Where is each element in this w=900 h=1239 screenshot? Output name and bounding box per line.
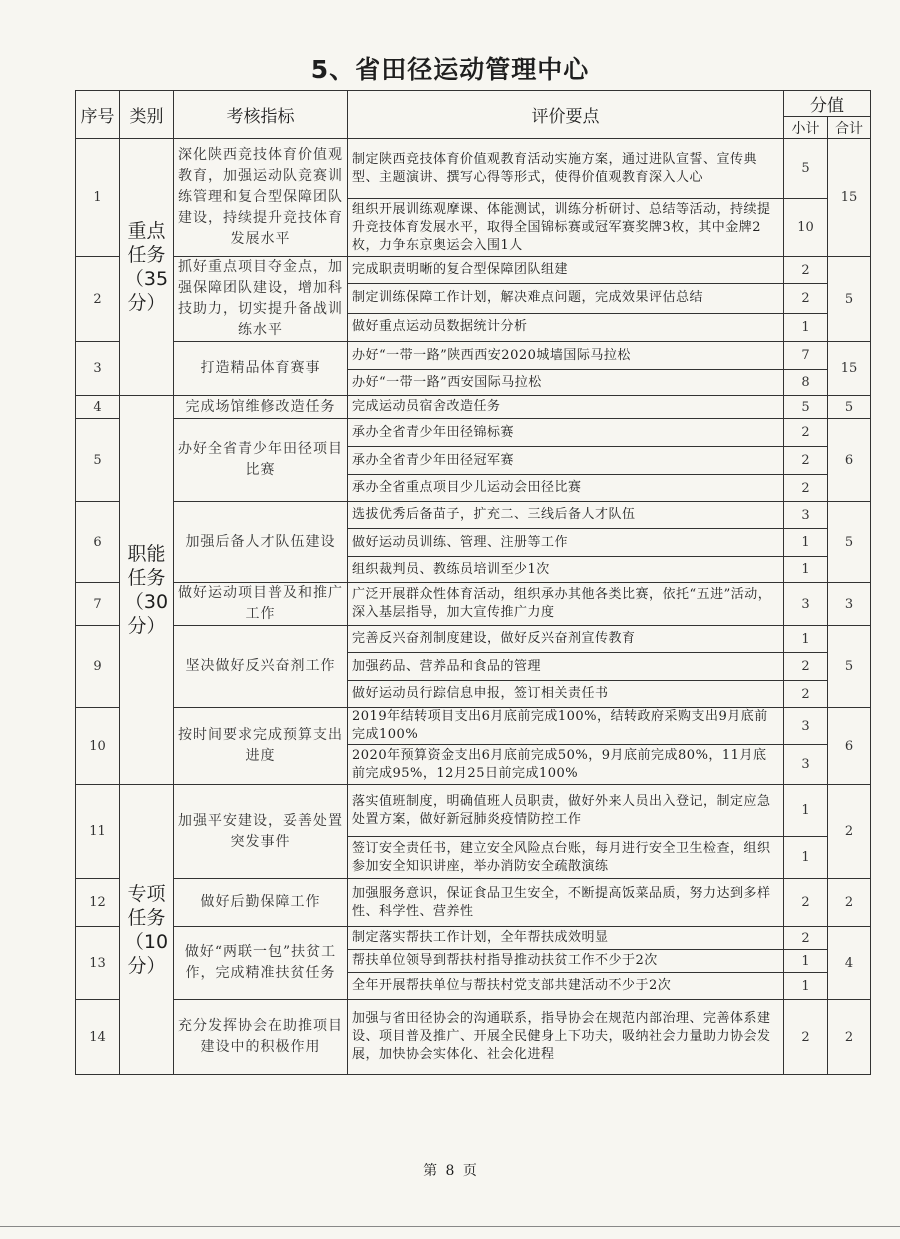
subtotal-score: 3	[784, 745, 828, 785]
subtotal-score: 2	[784, 284, 828, 313]
indicator-text: 加强平安建设，妥善处置突发事件	[174, 785, 348, 879]
item-seq: 9	[76, 626, 120, 708]
requirement-text: 承办全省重点项目少儿运动会田径比赛	[348, 475, 784, 502]
requirement-text: 选拔优秀后备苗子，扩充二、三线后备人才队伍	[348, 502, 784, 529]
item-seq: 7	[76, 583, 120, 626]
requirement-text: 做好运动员行踪信息申报，签订相关责任书	[348, 681, 784, 708]
total-score: 2	[828, 1000, 871, 1075]
table-row	[76, 139, 871, 199]
subtotal-score: 5	[784, 396, 828, 419]
requirement-text: 落实值班制度，明确值班人员职责，做好外来人员出入登记，制定应急处置方案，做好新冠肺炎疫情防控工作	[348, 785, 784, 837]
table-row	[76, 257, 871, 284]
indicator-text: 办好全省青少年田径项目比赛	[174, 419, 348, 502]
table-row	[76, 927, 871, 950]
item-seq: 5	[76, 419, 120, 502]
subtotal-score: 1	[784, 557, 828, 583]
requirement-text: 加强与省田径协会的沟通联系，指导协会在规范内部治理、完善体系建设、项目普及推广、开展全民健身上下功夫，吸纳社会力量助力协会发展，加快协会实体化、社会化进程	[348, 1000, 784, 1075]
item-seq: 4	[76, 396, 120, 419]
page-number: 8	[445, 1163, 455, 1179]
item-seq: 2	[76, 257, 120, 342]
table-row	[76, 785, 871, 837]
requirement-text: 全年开展帮扶单位与帮扶村党支部共建活动不少于2次	[348, 973, 784, 1000]
total-score: 15	[828, 342, 871, 396]
requirement-text: 承办全省青少年田径冠军赛	[348, 447, 784, 475]
header-category: 类别	[120, 91, 174, 139]
table-row	[76, 502, 871, 529]
requirement-text: 2020年预算资金支出6月底前完成50%，9月底前完成80%，11月底前完成95%，12月25日前完成100%	[348, 745, 784, 785]
subtotal-score: 1	[784, 529, 828, 557]
total-score: 2	[828, 785, 871, 879]
requirement-text: 广泛开展群众性体育活动，组织承办其他各类比赛，依托“五进”活动，深入基层指导，加大宣传推广力度	[348, 583, 784, 626]
item-seq: 13	[76, 927, 120, 1000]
header-seq: 序号	[76, 91, 120, 139]
header-requirement: 评价要点	[348, 91, 784, 139]
requirement-text: 办好“一带一路”陕西西安2020城墙国际马拉松	[348, 342, 784, 370]
subtotal-score: 7	[784, 342, 828, 370]
category-label: 专项任务（10分）	[120, 785, 174, 1075]
requirement-text: 完成职责明晰的复合型保障团队组建	[348, 257, 784, 284]
subtotal-score: 1	[784, 973, 828, 1000]
subtotal-score: 3	[784, 708, 828, 745]
header-score: 分值	[784, 91, 871, 117]
table-row	[76, 342, 871, 370]
indicator-text: 充分发挥协会在助推项目建设中的积极作用	[174, 1000, 348, 1075]
table-row	[76, 1000, 871, 1075]
subtotal-score: 2	[784, 927, 828, 950]
scan-edge-line	[0, 1226, 900, 1227]
requirement-text: 帮扶单位领导到帮扶村指导推动扶贫工作不少于2次	[348, 950, 784, 973]
category-label: 重点任务（35分）	[120, 139, 174, 396]
requirement-text: 制定落实帮扶工作计划，全年帮扶成效明显	[348, 927, 784, 950]
subtotal-score: 1	[784, 837, 828, 879]
requirement-text: 加强服务意识，保证食品卫生安全，不断提高饭菜品质，努力达到多样性、科学性、营养性	[348, 879, 784, 927]
page-footer	[0, 1160, 900, 1180]
requirement-text: 签订安全责任书，建立安全风险点台账，每月进行安全卫生检查，组织参加安全知识讲座，举办消防安全疏散演练	[348, 837, 784, 879]
subtotal-score: 1	[784, 950, 828, 973]
table-row	[76, 419, 871, 447]
header-total: 合计	[828, 117, 871, 139]
assessment-table	[75, 90, 871, 1075]
subtotal-score: 8	[784, 370, 828, 396]
total-score: 5	[828, 502, 871, 583]
item-seq: 3	[76, 342, 120, 396]
requirement-text: 组织开展训练观摩课、体能测试，训练分析研讨、总结等活动，持续提升竞技体育发展水平，取得全国锦标赛或冠军赛奖牌3枚，其中金牌2枚，力争东京奥运会入围1人	[348, 199, 784, 257]
page-suffix: 页	[462, 1163, 477, 1179]
subtotal-score: 2	[784, 447, 828, 475]
indicator-text: 打造精品体育赛事	[174, 342, 348, 396]
item-seq: 10	[76, 708, 120, 785]
indicator-text: 完成场馆维修改造任务	[174, 396, 348, 419]
total-score: 15	[828, 139, 871, 257]
indicator-text: 坚决做好反兴奋剂工作	[174, 626, 348, 708]
requirement-text: 完成运动员宿舍改造任务	[348, 396, 784, 419]
subtotal-score: 1	[784, 313, 828, 341]
subtotal-score: 2	[784, 879, 828, 927]
total-score: 4	[828, 927, 871, 1000]
total-score: 6	[828, 708, 871, 785]
total-score: 5	[828, 257, 871, 342]
total-score: 2	[828, 879, 871, 927]
subtotal-score: 2	[784, 257, 828, 284]
table-row	[76, 626, 871, 653]
subtotal-score: 3	[784, 502, 828, 529]
requirement-text: 做好运动员训练、管理、注册等工作	[348, 529, 784, 557]
total-score: 3	[828, 583, 871, 626]
indicator-text: 做好“两联一包”扶贫工作，完成精准扶贫任务	[174, 927, 348, 1000]
subtotal-score: 2	[784, 653, 828, 681]
total-score: 5	[828, 396, 871, 419]
subtotal-score: 1	[784, 626, 828, 653]
requirement-text: 2019年结转项目支出6月底前完成100%，结转政府采购支出9月底前完成100%	[348, 708, 784, 745]
requirement-text: 制定训练保障工作计划，解决难点问题，完成效果评估总结	[348, 284, 784, 313]
indicator-text: 按时间要求完成预算支出进度	[174, 708, 348, 785]
assessment-table-body	[76, 139, 871, 1075]
item-seq: 12	[76, 879, 120, 927]
requirement-text: 组织裁判员、教练员培训至少1次	[348, 557, 784, 583]
table-row	[76, 879, 871, 927]
indicator-text: 抓好重点项目夺金点，加强保障团队建设，增加科技助力，切实提升备战训练水平	[174, 257, 348, 342]
subtotal-score: 2	[784, 475, 828, 502]
table-row	[76, 708, 871, 745]
requirement-text: 制定陕西竞技体育价值观教育活动实施方案，通过进队宣誓、宣传典型、主题演讲、撰写心得等形式，使得价值观教育深入人心	[348, 139, 784, 199]
requirement-text: 加强药品、营养品和食品的管理	[348, 653, 784, 681]
indicator-text: 做好后勤保障工作	[174, 879, 348, 927]
subtotal-score: 1	[784, 785, 828, 837]
total-score: 5	[828, 626, 871, 708]
item-seq: 11	[76, 785, 120, 879]
page-title: 5、省田径运动管理中心	[310, 55, 590, 84]
requirement-text: 承办全省青少年田径锦标赛	[348, 419, 784, 447]
item-seq: 1	[76, 139, 120, 257]
category-label: 职能任务（30分）	[120, 396, 174, 785]
item-seq: 14	[76, 1000, 120, 1075]
subtotal-score: 10	[784, 199, 828, 257]
requirement-text: 办好“一带一路”西安国际马拉松	[348, 370, 784, 396]
subtotal-score: 5	[784, 139, 828, 199]
requirement-text: 完善反兴奋剂制度建设，做好反兴奋剂宣传教育	[348, 626, 784, 653]
indicator-text: 深化陕西竞技体育价值观教育，加强运动队竞赛训练管理和复合型保障团队建设，持续提升竞技体育发展水平	[174, 139, 348, 257]
subtotal-score: 2	[784, 419, 828, 447]
requirement-text: 做好重点运动员数据统计分析	[348, 313, 784, 341]
total-score: 6	[828, 419, 871, 502]
subtotal-score: 2	[784, 681, 828, 708]
item-seq: 6	[76, 502, 120, 583]
table-row	[76, 396, 871, 419]
table-row	[76, 583, 871, 626]
header-subtotal: 小计	[784, 117, 828, 139]
header-indicator: 考核指标	[174, 91, 348, 139]
subtotal-score: 3	[784, 583, 828, 626]
indicator-text: 加强后备人才队伍建设	[174, 502, 348, 583]
subtotal-score: 2	[784, 1000, 828, 1075]
indicator-text: 做好运动项目普及和推广工作	[174, 583, 348, 626]
page-prefix: 第	[423, 1163, 438, 1179]
